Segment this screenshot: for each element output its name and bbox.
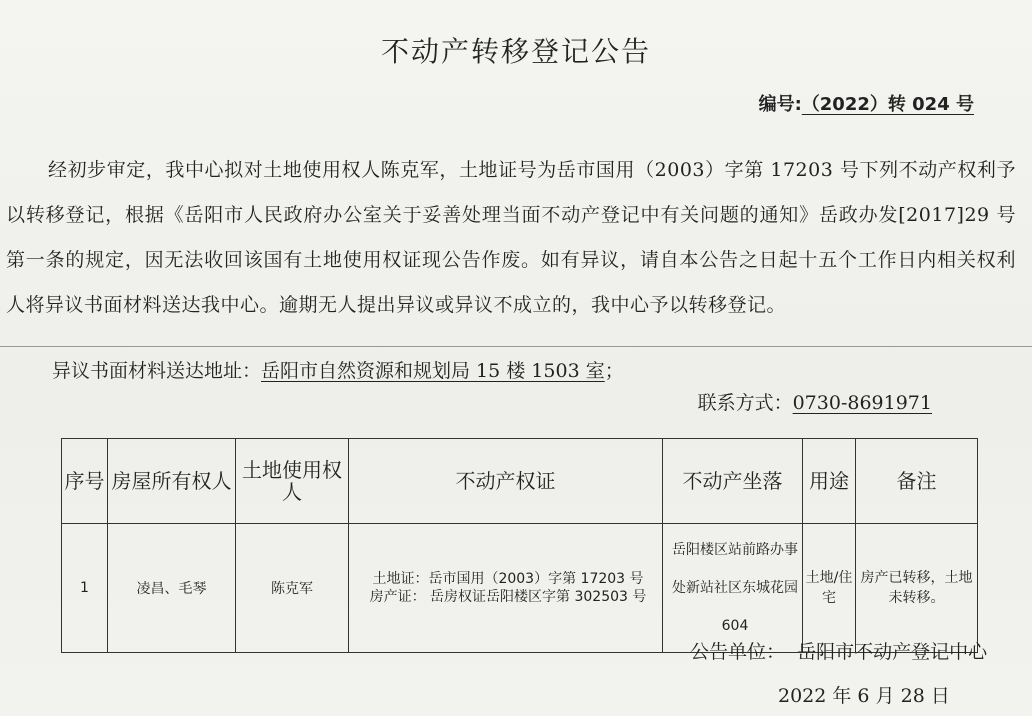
issuing-unit-label: 公告单位： <box>690 641 786 663</box>
objection-address <box>52 356 624 383</box>
notice-date: 2022 年 6 月 28 日 <box>778 685 950 707</box>
issuing-unit <box>690 637 987 664</box>
cell-seq: 1 <box>62 524 108 653</box>
land-cert-line: 土地证：岳市国用（2003）字第 17203 号 <box>372 571 644 587</box>
table-header-row <box>62 439 978 524</box>
cell-land-user: 陈克军 <box>236 524 349 653</box>
header-house-owner: 房屋所有权人 <box>108 439 236 524</box>
header-remark: 备注 <box>856 439 978 524</box>
notice-body: 经初步审定，我中心拟对土地使用权人陈克军，土地证号为岳市国用（2003）字第 17203 号下列不动产权利予以转移登记，根据《岳阳市人民政府办公室关于妥善处理当面不动产登记中有关问题的通知》岳政办发[2017]29 号第一条的规定，因无法收回该国有土地使用权证现公告作废。如有异议，请自本公告之日起十五个工作日内相关权利人将异议书面材料送达我中心。逾期无人提出异议或异议不成立的，我中心予以转移登记。 <box>6 159 1016 316</box>
document-number-value: （2022）转 024 号 <box>801 94 974 115</box>
cell-usage: 土地/住宅 <box>803 524 856 653</box>
contact-info <box>698 388 932 415</box>
issuing-unit-name: 岳阳市不动产登记中心 <box>797 641 988 663</box>
objection-address-value: 岳阳市自然资源和规划局 15 楼 1503 室 <box>261 360 605 382</box>
cell-house-owner: 凌昌、毛琴 <box>108 524 236 653</box>
cell-remark: 房产已转移，土地未转移。 <box>856 524 978 653</box>
header-seq: 序号 <box>62 439 108 524</box>
cell-location: 岳阳楼区站前路办事处新站社区东城花园 604 <box>663 524 803 653</box>
table-row <box>62 524 978 653</box>
header-location: 不动产坐落 <box>663 439 803 524</box>
property-table <box>61 438 978 653</box>
contact-phone: 0730-8691971 <box>792 392 932 414</box>
document-number-label: 编号: <box>758 94 802 115</box>
cell-cert <box>349 524 663 653</box>
objection-address-suffix: ； <box>604 360 624 382</box>
house-cert-line: 房产证： 岳房权证岳阳楼区字第 302503 号 <box>369 589 647 605</box>
header-cert: 不动产权证 <box>349 439 663 524</box>
header-land-user: 土地使用权人 <box>236 439 349 524</box>
contact-label: 联系方式： <box>697 392 793 414</box>
header-usage: 用途 <box>803 439 856 524</box>
page-title: 不动产转移登记公告 <box>380 35 651 68</box>
objection-address-label: 异议书面材料送达地址： <box>52 360 262 382</box>
document-number <box>759 90 974 116</box>
paper-fold-line <box>0 346 1032 347</box>
